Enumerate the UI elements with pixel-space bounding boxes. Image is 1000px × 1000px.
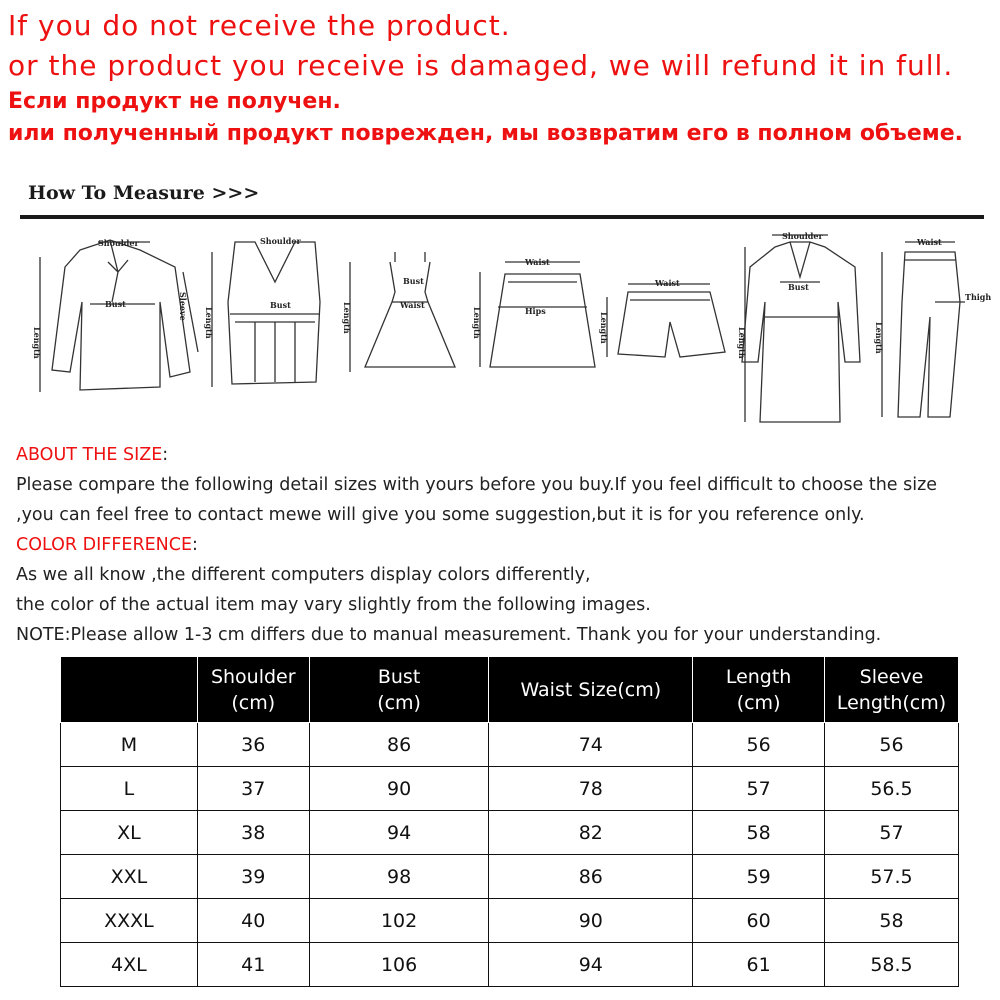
label-shoulder-1: Shoulder xyxy=(98,238,139,248)
blouse-sketch xyxy=(40,240,198,392)
cell-length: 61 xyxy=(693,943,825,987)
cell-sleeve: 57.5 xyxy=(825,855,959,899)
label-length-3: Length xyxy=(342,302,352,334)
cell-size: XL xyxy=(61,811,198,855)
cell-size: XXL xyxy=(61,855,198,899)
cell-waist: 78 xyxy=(489,767,693,811)
cell-bust: 98 xyxy=(309,855,489,899)
about-size-line-1: Please compare the following detail sizes with yours before you buy.If you feel difficult to choose the size xyxy=(16,475,938,495)
cell-bust: 102 xyxy=(309,899,489,943)
cell-shoulder: 41 xyxy=(197,943,309,987)
table-row xyxy=(61,767,959,811)
color-diff-heading xyxy=(16,530,1000,560)
table-row xyxy=(61,811,959,855)
cell-sleeve: 57 xyxy=(825,811,959,855)
about-size-title: ABOUT THE SIZE xyxy=(16,445,163,465)
label-length-7: Length xyxy=(874,322,884,354)
label-bust-3: Bust xyxy=(403,276,424,286)
cell-length: 56 xyxy=(693,723,825,767)
cell-sleeve: 58 xyxy=(825,899,959,943)
label-waist-4: Waist xyxy=(525,257,550,267)
label-bust-1: Bust xyxy=(105,299,126,309)
coat-sketch xyxy=(742,235,860,422)
label-length-1: Length xyxy=(32,327,42,359)
header-waist: Waist Size(cm) xyxy=(489,657,693,723)
cell-sleeve: 56.5 xyxy=(825,767,959,811)
notice-ru-line-2: или полученный продукт поврежден, мы возвратим его в полном объеме. xyxy=(8,121,964,146)
cell-size: XXXL xyxy=(61,899,198,943)
notice-en-line-1: If you do not receive the product. xyxy=(8,9,511,42)
cell-length: 57 xyxy=(693,767,825,811)
label-length-6: Length xyxy=(737,327,747,359)
table-row xyxy=(61,855,959,899)
notice-ru-line-1: Если продукт не получен. xyxy=(8,89,341,114)
cell-size: M xyxy=(61,723,198,767)
cell-waist: 74 xyxy=(489,723,693,767)
cell-waist: 82 xyxy=(489,811,693,855)
table-header-row xyxy=(61,657,959,723)
label-bust-6: Bust xyxy=(788,282,809,292)
size-chart-table xyxy=(60,656,959,987)
table-row xyxy=(61,943,959,987)
label-waist-3: Waist xyxy=(400,300,425,310)
cell-sleeve: 56 xyxy=(825,723,959,767)
label-shoulder-6: Shoulder xyxy=(782,231,823,241)
size-info xyxy=(16,440,1000,650)
cell-shoulder: 36 xyxy=(197,723,309,767)
cell-bust: 90 xyxy=(309,767,489,811)
header-sleeve-length: Sleeve Length(cm) xyxy=(825,657,959,723)
dress-sketch xyxy=(350,252,455,372)
color-diff-colon: : xyxy=(192,535,198,555)
cell-size: 4XL xyxy=(61,943,198,987)
about-size-colon: : xyxy=(162,445,169,465)
notice-en-line-2: or the product you receive is damaged, we will refund it in full. xyxy=(8,49,954,82)
cell-bust: 106 xyxy=(309,943,489,987)
cell-size: L xyxy=(61,767,198,811)
cell-shoulder: 37 xyxy=(197,767,309,811)
heading-divider xyxy=(20,215,984,219)
label-waist-5: Waist xyxy=(655,278,680,288)
cell-shoulder: 39 xyxy=(197,855,309,899)
cell-length: 60 xyxy=(693,899,825,943)
label-thigh-7: Thigh xyxy=(965,292,992,302)
header-bust: Bust (cm) xyxy=(309,657,489,723)
cell-waist: 94 xyxy=(489,943,693,987)
label-hips-4: Hips xyxy=(525,306,546,316)
cell-waist: 86 xyxy=(489,855,693,899)
header-size xyxy=(61,657,198,723)
table-row xyxy=(61,899,959,943)
label-length-2: Length xyxy=(204,307,214,339)
label-shoulder-2: Shoulder xyxy=(260,236,301,246)
how-to-measure-heading: How To Measure >>> xyxy=(28,182,260,204)
cell-shoulder: 38 xyxy=(197,811,309,855)
header-shoulder: Shoulder (cm) xyxy=(197,657,309,723)
cell-length: 58 xyxy=(693,811,825,855)
color-diff-line-1: As we all know ,the different computers display colors differently, xyxy=(16,565,591,585)
label-sleeve-1: Sleeve xyxy=(178,292,188,321)
vest-sketch xyxy=(212,242,320,387)
table-row xyxy=(61,723,959,767)
label-length-4: Length xyxy=(472,307,482,339)
color-diff-line-2: the color of the actual item may vary slightly from the following images. xyxy=(16,595,651,615)
cell-waist: 90 xyxy=(489,899,693,943)
refund-notice xyxy=(8,6,998,150)
color-diff-title: COLOR DIFFERENCE xyxy=(16,535,193,555)
label-bust-2: Bust xyxy=(270,300,291,310)
trousers-sketch xyxy=(882,242,965,417)
measurement-sketches xyxy=(20,222,995,432)
cell-length: 59 xyxy=(693,855,825,899)
shorts-sketch xyxy=(607,284,725,357)
measurement-note: NOTE:Please allow 1-3 cm differs due to manual measurement. Thank you for your understanding. xyxy=(16,625,882,645)
cell-bust: 94 xyxy=(309,811,489,855)
label-waist-7: Waist xyxy=(917,237,942,247)
cell-sleeve: 58.5 xyxy=(825,943,959,987)
label-length-5: Length xyxy=(599,312,609,344)
header-length: Length (cm) xyxy=(693,657,825,723)
about-size-heading xyxy=(16,440,1000,470)
cell-bust: 86 xyxy=(309,723,489,767)
cell-shoulder: 40 xyxy=(197,899,309,943)
about-size-line-2: ,you can feel free to contact mewe will give you some suggestion,but it is for you reference only. xyxy=(16,505,865,525)
